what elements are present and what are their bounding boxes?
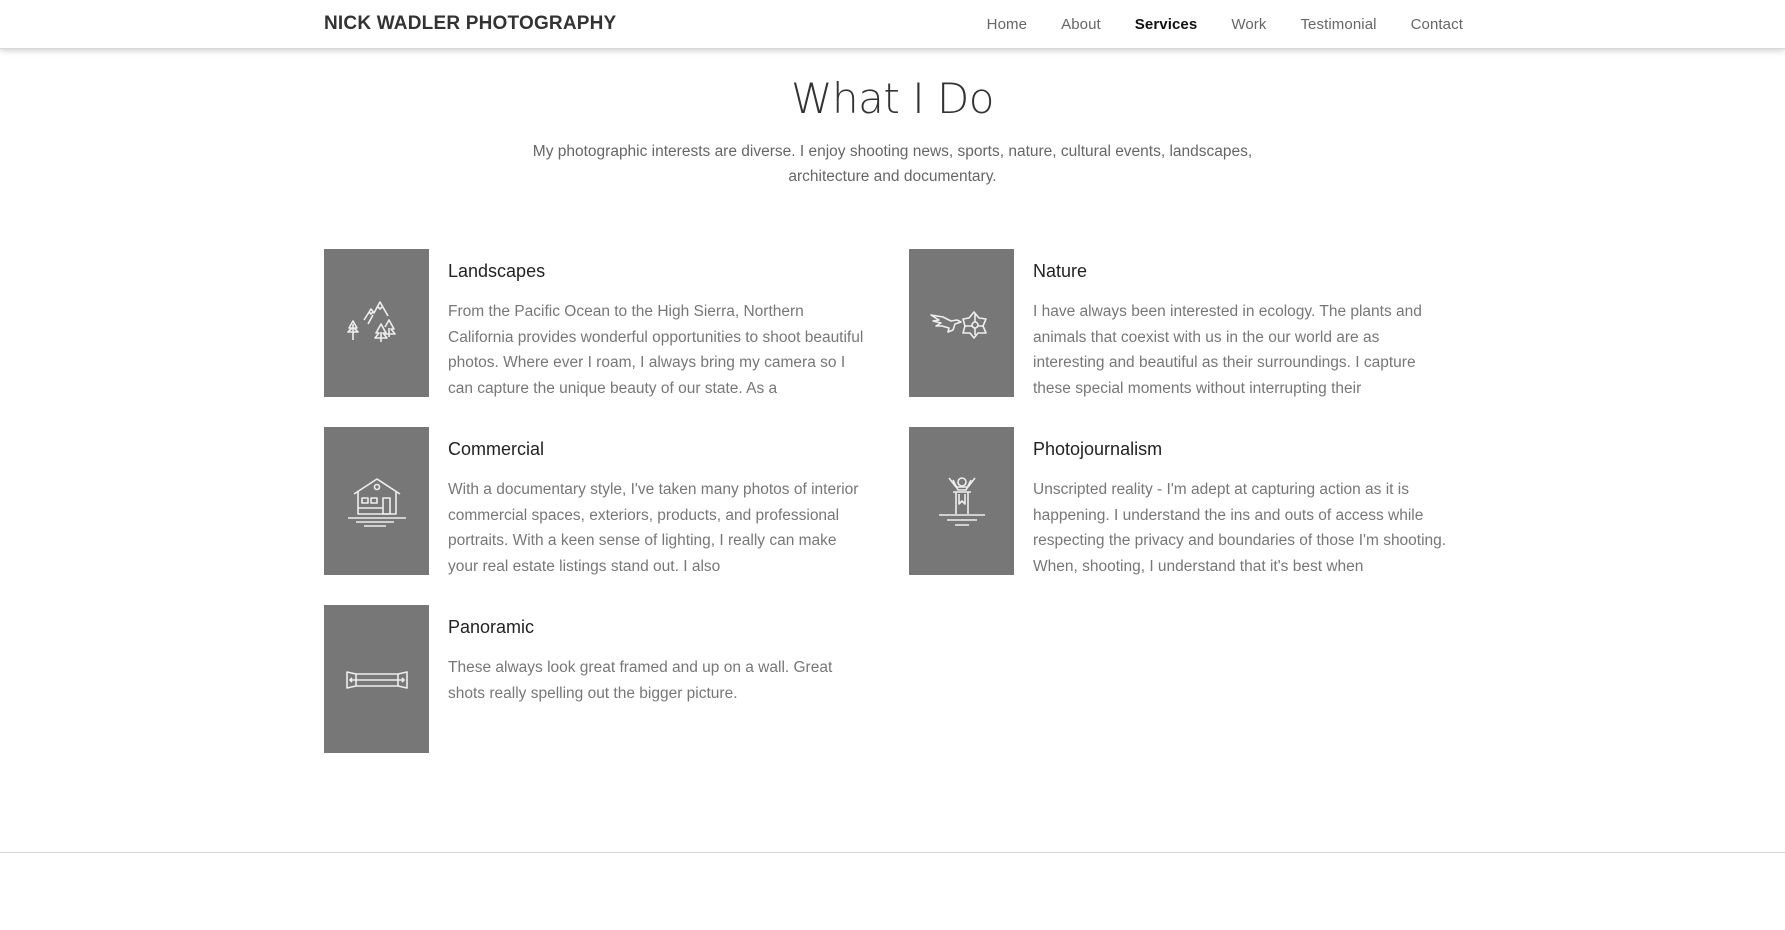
section-title: What I Do xyxy=(791,74,994,123)
service-description: These always look great framed and up on a wall. Great shots really spelling out the bigger picture. xyxy=(448,659,833,702)
nav-testimonial[interactable]: Testimonial xyxy=(1300,16,1377,33)
service-icon-box xyxy=(324,605,429,753)
nav-services[interactable]: Services xyxy=(1134,16,1198,33)
service-title: Panoramic xyxy=(448,617,535,637)
hummingbird-flower-icon xyxy=(929,290,995,356)
nav-home[interactable]: Home xyxy=(986,16,1028,33)
person-podium-icon xyxy=(929,468,995,534)
brand-logo[interactable]: NICK WADLER PHOTOGRAPHY xyxy=(324,13,617,34)
nav-contact[interactable]: Contact xyxy=(1410,16,1463,33)
service-description: Unscripted reality - I'm adept at capturing action as it is happening. I understand the ins and outs of access while respecting the privacy and boundaries of those I'm shooting. When, shooting, I understand that it's best when xyxy=(1033,481,1447,575)
service-icon-box xyxy=(909,249,1014,397)
service-title: Commercial xyxy=(448,439,545,459)
service-title: Photojournalism xyxy=(1033,439,1163,459)
main-nav xyxy=(953,16,1463,33)
mountains-trees-icon xyxy=(344,290,410,356)
navbar xyxy=(0,0,1785,49)
service-icon-box xyxy=(324,427,429,575)
service-description: With a documentary style, I've taken many photos of interior commercial spaces, exteriors, products, and professional portraits. With a keen sense of lighting, I really can make your real estate listings stand out. I also xyxy=(448,481,859,575)
service-title: Nature xyxy=(1033,261,1088,281)
service-icon-box xyxy=(324,249,429,397)
panorama-icon xyxy=(344,646,410,712)
service-nature xyxy=(909,249,1469,397)
nav-work[interactable]: Work xyxy=(1231,16,1267,33)
service-description: I have always been interested in ecology. The plants and animals that coexist with us in the our world are as interesting and beautiful as their surroundings. I capture these special moments without interrupting their xyxy=(1033,303,1422,397)
house-icon xyxy=(344,468,410,534)
section-intro: My photographic interests are diverse. I enjoy shooting news, sports, nature, cultural events, landscapes, architecture and documentary. xyxy=(532,143,1253,185)
service-description: From the Pacific Ocean to the High Sierra, Northern California provides wonderful opportunities to shoot beautiful photos. Where ever I roam, I always bring my camera so I can capture the unique beauty of our state. As a xyxy=(448,303,864,397)
nav-about[interactable]: About xyxy=(1061,16,1101,33)
service-icon-box xyxy=(909,427,1014,575)
service-commercial xyxy=(324,427,884,575)
service-title: Landscapes xyxy=(448,261,546,281)
service-landscapes xyxy=(324,249,884,397)
footer-divider xyxy=(0,852,1785,853)
service-panoramic xyxy=(324,605,884,753)
service-photojournalism xyxy=(909,427,1469,575)
